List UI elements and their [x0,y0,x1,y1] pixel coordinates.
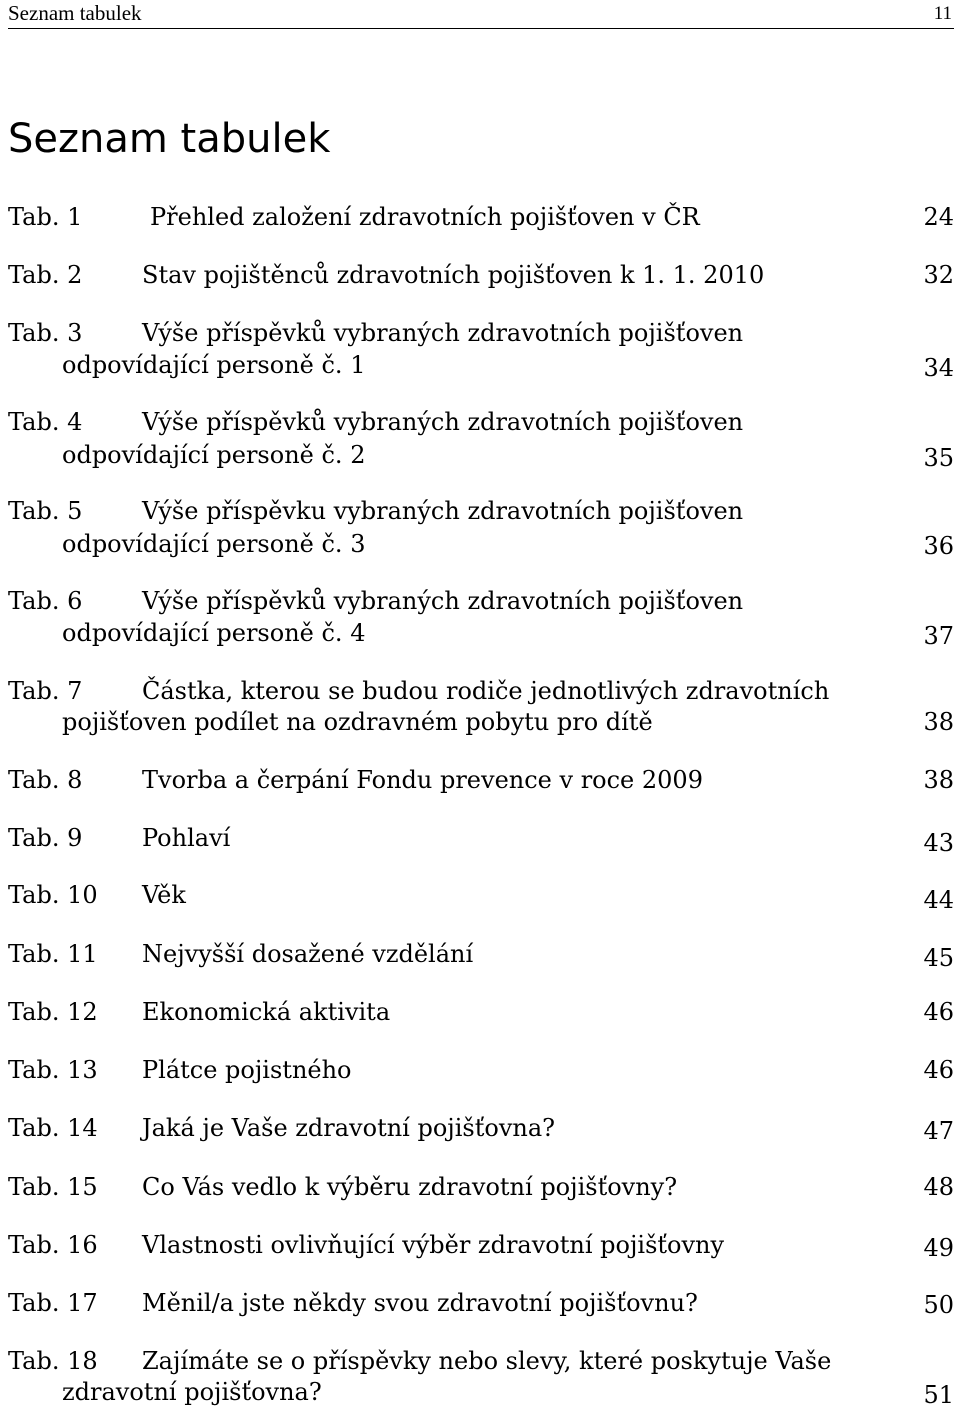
toc-page: 37 [923,622,954,650]
toc-entry[interactable] [0,202,960,232]
toc-page: 34 [923,354,954,382]
toc-entry[interactable] [0,1230,960,1260]
toc-text: Zajímáte se o příspěvky nebo slevy, které poskytuje Vaše [142,1347,832,1375]
toc-text: Plátce pojistného [142,1056,352,1084]
toc-label: Tab. 10 [8,881,98,909]
toc-text: Ekonomická aktivita [142,998,391,1026]
running-header [8,0,954,29]
toc-page: 51 [923,1381,954,1409]
toc-entry[interactable] [0,496,960,526]
toc-label: Tab. 4 [8,408,83,436]
toc-entry-continuation[interactable] [0,707,960,737]
toc-entry-continuation[interactable] [0,350,960,380]
toc-entry[interactable] [0,880,960,914]
toc-page: 24 [923,203,954,231]
toc-page: 46 [923,1056,954,1084]
toc-label: Tab. 1 [8,203,83,231]
toc-label: Tab. 17 [8,1289,98,1317]
toc-page: 36 [923,532,954,560]
toc-entry[interactable] [0,1288,960,1318]
toc-text: Výše příspěvků vybraných zdravotních pojišťoven [142,408,744,436]
toc-label: Tab. 11 [8,940,98,968]
toc-entry[interactable] [0,1055,960,1085]
toc-label: Tab. 5 [8,497,83,525]
toc-text: Výše příspěvku vybraných zdravotních pojišťoven [142,497,744,525]
toc-entry-continuation[interactable] [0,440,960,470]
toc-entry[interactable] [0,407,960,437]
toc-text-continuation: zdravotní pojišťovna? [62,1378,322,1406]
toc-page: 50 [923,1291,954,1319]
toc-label: Tab. 13 [8,1056,98,1084]
toc-entry-continuation[interactable] [0,1377,960,1407]
toc-text: Vlastnosti ovlivňující výběr zdravotní pojišťovny [142,1231,725,1259]
toc-label: Tab. 18 [8,1347,98,1375]
toc-page: 38 [923,708,954,736]
toc-label: Tab. 9 [8,824,83,852]
toc-text: Pohlaví [142,824,231,852]
toc-page: 48 [923,1173,954,1201]
toc-page: 46 [923,998,954,1026]
toc-text: Výše příspěvků vybraných zdravotních pojišťoven [142,319,744,347]
toc-page: 32 [923,261,954,289]
toc-text: Nejvyšší dosažené vzdělání [142,940,474,968]
toc-text: Stav pojištěnců zdravotních pojišťoven k 1. 1. 2010 [142,261,765,289]
toc-entry[interactable] [0,260,960,290]
toc-page: 47 [923,1117,954,1145]
toc-entry[interactable] [0,997,960,1027]
toc-label: Tab. 16 [8,1231,98,1259]
toc-page: 35 [923,444,954,472]
toc-text-continuation: pojišťoven podílet na ozdravném pobytu pro dítě [62,708,653,736]
toc-text: Částka, kterou se budou rodiče jednotlivých zdravotních [142,677,830,705]
toc-label: Tab. 12 [8,998,98,1026]
toc-entry[interactable] [0,586,960,616]
toc-page: 44 [923,886,954,914]
toc-text-continuation: odpovídající personě č. 4 [62,619,366,647]
toc-text: Měnil/a jste někdy svou zdravotní pojišťovnu? [142,1289,698,1317]
toc-page: 45 [923,944,954,972]
toc-page: 43 [923,829,954,857]
page-title: Seznam tabulek [8,116,331,162]
toc-entry[interactable] [0,1113,960,1143]
toc-entry-continuation[interactable] [0,618,960,648]
toc-text: Jaká je Vaše zdravotní pojišťovna? [142,1114,556,1142]
toc-text-continuation: odpovídající personě č. 1 [62,351,366,379]
toc-entry[interactable] [0,765,960,795]
toc-entry[interactable] [0,676,960,706]
toc-text-continuation: odpovídající personě č. 2 [62,441,366,469]
toc-entry[interactable] [0,318,960,348]
toc-label: Tab. 14 [8,1114,98,1142]
toc-label: Tab. 6 [8,587,83,615]
toc-label: Tab. 15 [8,1173,98,1201]
toc-label: Tab. 3 [8,319,83,347]
toc-entry[interactable] [0,939,960,972]
toc-text-continuation: odpovídající personě č. 3 [62,530,366,558]
toc-label: Tab. 7 [8,677,83,705]
toc-entry-continuation[interactable] [0,529,960,559]
toc-page: 38 [923,766,954,794]
toc-text: Věk [142,881,186,909]
toc-text: Přehled založení zdravotních pojišťoven v ČR [150,203,700,231]
toc-entry[interactable] [0,1172,960,1202]
toc-entry[interactable] [0,1346,960,1376]
toc-label: Tab. 8 [8,766,83,794]
page-number: 11 [933,3,952,24]
toc-label: Tab. 2 [8,261,83,289]
toc-text: Co Vás vedlo k výběru zdravotní pojišťovny? [142,1173,678,1201]
running-header-title: Seznam tabulek [8,1,142,25]
toc-text: Výše příspěvků vybraných zdravotních pojišťoven [142,587,744,615]
toc-entry[interactable] [0,823,960,857]
toc-text: Tvorba a čerpání Fondu prevence v roce 2009 [142,766,703,794]
toc-page: 49 [923,1234,954,1262]
